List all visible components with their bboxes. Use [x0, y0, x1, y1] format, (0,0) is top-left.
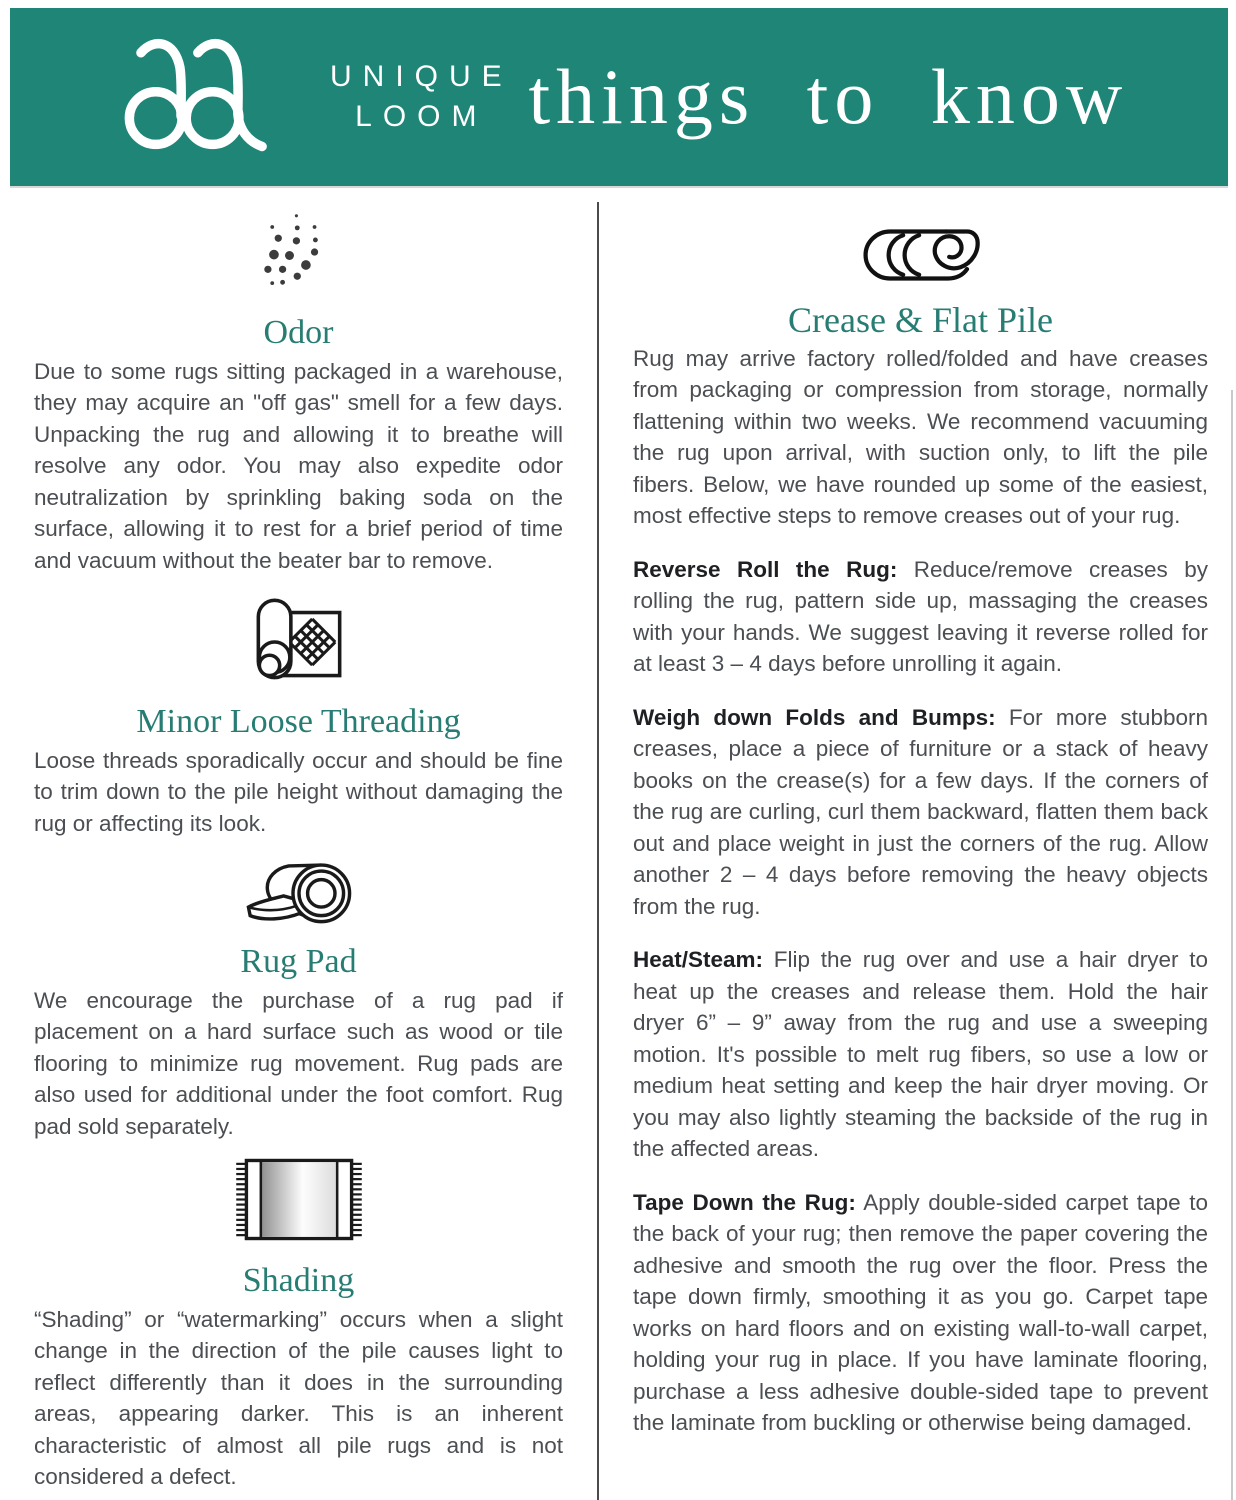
page-title: things to know	[528, 53, 1129, 140]
section-title-threading: Minor Loose Threading	[136, 702, 461, 740]
page-right-edge	[1231, 390, 1233, 1500]
section-title-odor: Odor	[263, 313, 334, 351]
section-title-rug-pad: Rug Pad	[240, 942, 357, 980]
tip-heat-steam	[633, 944, 1208, 1165]
tip-text: For more stubborn creases, place a piece of furniture or a stack of heavy books on the crease(s) for a few days. If the corners of the rug are curling, curl them backward, flatten them back out and place weight in just the corners of the rug. Allow another 2 – 4 days before removing the heavy objects from the rug.	[633, 704, 1208, 919]
tip-label: Reverse Roll the Rug:	[633, 556, 898, 582]
right-column	[597, 188, 1236, 1500]
tip-weigh-down	[633, 702, 1208, 923]
brand-line-1: UNIQUE	[330, 60, 513, 93]
brand-line-2: LOOM	[355, 100, 488, 133]
tip-text: Reduce/remove creases by rolling the rug, pattern side up, massaging the creases with your hands. We suggest leaving it reverse rolled for at least 3 – 4 days before unrolling it again.	[633, 556, 1208, 676]
rolled-rug-spiral-icon	[633, 224, 1208, 295]
column-divider	[597, 202, 599, 1500]
odor-dots-icon	[34, 208, 563, 312]
crease-intro: Rug may arrive factory rolled/folded and have creases from packaging or compression from storage, normally flattening within two weeks. We recommend vacuuming the rug upon arrival, with suction only, to lift the pile fibers. Below, we have rounded up some of the easiest, most effective steps to remove creases out of your rug.	[633, 345, 1208, 528]
section-title-crease: Crease & Flat Pile	[788, 299, 1053, 340]
rolled-rug-crosshatch-icon	[34, 590, 563, 701]
shaded-rug-icon	[34, 1152, 563, 1256]
section-body-threading: Loose threads sporadically occur and should be fine to trim down to the pile height without damaging the rug or affecting its look.	[34, 747, 563, 836]
section-body-shading: “Shading” or “watermarking” occurs when a slight change in the direction of the pile causes light to reflect differently than it does in the surrounding areas, appearing darker. This is an inherent characteristic of almost all pile rugs and is not considered a defect.	[34, 1306, 563, 1489]
section-body-rug-pad: We encourage the purchase of a rug pad if placement on a hard surface such as wood or tile flooring to minimize rug movement. Rug pads are also used for additional under the foot comfort. Rug pad sold separately.	[34, 987, 563, 1139]
rug-pad-roll-icon	[34, 853, 563, 941]
tip-reverse-roll	[633, 554, 1208, 680]
tip-label: Weigh down Folds and Bumps:	[633, 704, 996, 730]
left-column	[0, 188, 597, 1500]
content-area	[0, 188, 1236, 1500]
tip-label: Tape Down the Rug:	[633, 1189, 856, 1215]
tip-tape-down	[633, 1187, 1208, 1439]
brand-name	[330, 57, 513, 137]
section-body-odor: Due to some rugs sitting packaged in a warehouse, they may acquire an "off gas" smell for a few days. Unpacking the rug and allowing it to breathe will resolve any odor. You may also expedite odor neutralization by sprinkling baking soda on the surface, allowing it to rest for a brief period of time and vacuum without the beater bar to remove.	[34, 358, 563, 573]
unique-loom-logo-icon	[98, 38, 304, 156]
tip-text: Flip the rug over and use a hair dryer to heat up the creases and release them. Hold the hair dryer 6” – 9” away from the rug and use a sweeping motion. It's possible to melt rug fibers, so use a low or medium heat setting and keep the hair dryer moving. Or you may also lightly steaming the backside of the rug in the affected areas.	[633, 947, 1208, 1161]
tip-label: Heat/Steam:	[633, 947, 764, 972]
section-title-shading: Shading	[242, 1261, 355, 1299]
tip-text: Apply double-sided carpet tape to the back of your rug; then remove the paper covering the adhesive and smooth the rug over the floor. Press the tape down firmly, smoothing it as you go. Carpet tape works on hard floors and on existing wall-to-wall carpet, holding your rug in place. If you have laminate flooring, purchase a less adhesive double-sided tape to prevent the laminate from buckling or otherwise being damaged.	[633, 1189, 1208, 1435]
header-banner	[10, 8, 1228, 188]
